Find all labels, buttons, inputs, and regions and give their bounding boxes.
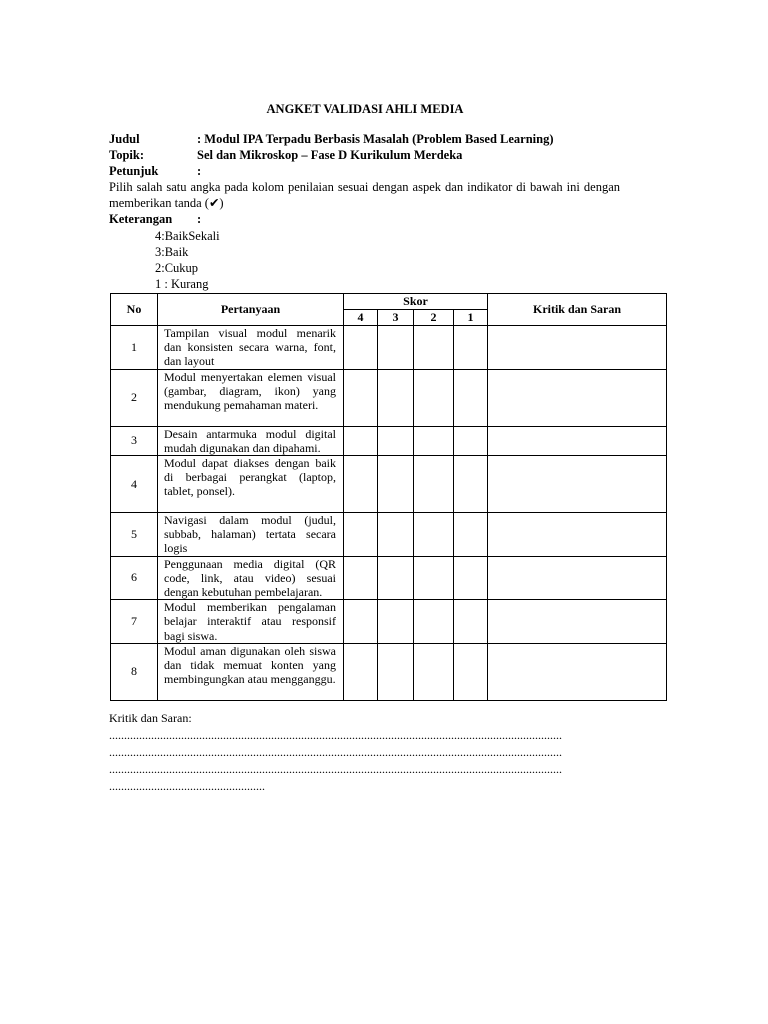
keterangan-row <box>109 211 202 227</box>
score-cell-4[interactable] <box>344 426 378 455</box>
score-cell-4[interactable] <box>344 600 378 644</box>
score-cell-4[interactable] <box>344 643 378 700</box>
row-question: Desain antarmuka modul digital mudah digunakan dan dipahami. <box>158 426 344 455</box>
instruction-text: Pilih salah satu angka pada kolom penilaian sesuai dengan aspek dan indikator di bawah ini dengan memberikan tanda (✔) <box>109 180 620 210</box>
header-score-3: 3 <box>378 310 414 326</box>
kritik-cell[interactable] <box>488 643 667 700</box>
feedback-line[interactable]: .................................................... <box>109 779 265 793</box>
table-row <box>111 643 667 700</box>
header-skor: Skor <box>344 294 488 310</box>
header-no: No <box>111 294 158 326</box>
score-cell-2[interactable] <box>414 426 454 455</box>
judul-label: Judul <box>109 132 140 146</box>
header-pertanyaan: Pertanyaan <box>158 294 344 326</box>
row-question: Modul aman digunakan oleh siswa dan tidak memuat konten yang membingungkan atau mengganggu. <box>158 643 344 700</box>
table-row <box>111 326 667 370</box>
keterangan-colon: : <box>197 212 202 226</box>
feedback-line[interactable]: ....................................................................................................................................................... <box>109 728 562 742</box>
row-number: 4 <box>111 456 158 513</box>
topik-label: Topik: <box>109 148 144 162</box>
score-cell-4[interactable] <box>344 456 378 513</box>
scale-item: 2:Cukup <box>155 261 199 275</box>
score-cell-2[interactable] <box>414 556 454 600</box>
scale-legend <box>155 228 220 292</box>
feedback-section <box>109 710 620 795</box>
score-cell-1[interactable] <box>454 643 488 700</box>
score-cell-4[interactable] <box>344 369 378 426</box>
score-cell-4[interactable] <box>344 513 378 557</box>
score-cell-1[interactable] <box>454 326 488 370</box>
row-number: 3 <box>111 426 158 455</box>
petunjuk-label: Petunjuk <box>109 164 159 178</box>
row-question: Navigasi dalam modul (judul, subbab, halaman) tertata secara logis <box>158 513 344 557</box>
score-cell-3[interactable] <box>378 600 414 644</box>
header-score-1: 1 <box>454 310 488 326</box>
row-number: 7 <box>111 600 158 644</box>
table-row <box>111 600 667 644</box>
table-row <box>111 456 667 513</box>
row-question: Tampilan visual modul menarik dan konsisten secara warna, font, dan layout <box>158 326 344 370</box>
topik-value: Sel dan Mikroskop – Fase D Kurikulum Merdeka <box>197 148 463 162</box>
kritik-cell[interactable] <box>488 600 667 644</box>
validation-table <box>110 293 667 701</box>
score-cell-2[interactable] <box>414 643 454 700</box>
score-cell-4[interactable] <box>344 326 378 370</box>
scale-item: 1 : Kurang <box>155 277 209 291</box>
scale-item: 3:Baik <box>155 245 189 259</box>
feedback-label: Kritik dan Saran: <box>109 711 192 725</box>
score-cell-2[interactable] <box>414 456 454 513</box>
judul-value: : Modul IPA Terpadu Berbasis Masalah (Problem Based Learning) <box>197 132 554 146</box>
score-cell-3[interactable] <box>378 456 414 513</box>
feedback-line[interactable]: ....................................................................................................................................................... <box>109 745 562 759</box>
score-cell-1[interactable] <box>454 556 488 600</box>
row-number: 5 <box>111 513 158 557</box>
score-cell-3[interactable] <box>378 513 414 557</box>
kritik-cell[interactable] <box>488 556 667 600</box>
header-score-4: 4 <box>344 310 378 326</box>
row-question: Modul menyertakan elemen visual (gambar, diagram, ikon) yang mendukung pemahaman materi. <box>158 369 344 426</box>
table-header-row <box>111 294 667 310</box>
score-cell-1[interactable] <box>454 513 488 557</box>
kritik-cell[interactable] <box>488 456 667 513</box>
row-question: Modul memberikan pengalaman belajar interaktif atau responsif bagi siswa. <box>158 600 344 644</box>
row-number: 2 <box>111 369 158 426</box>
kritik-cell[interactable] <box>488 369 667 426</box>
table-row <box>111 556 667 600</box>
row-question: Penggunaan media digital (QR code, link, atau video) sesuai dengan kebutuhan pembelajaran. <box>158 556 344 600</box>
score-cell-3[interactable] <box>378 326 414 370</box>
petunjuk-colon: : <box>197 164 202 178</box>
score-cell-3[interactable] <box>378 426 414 455</box>
score-cell-1[interactable] <box>454 456 488 513</box>
row-number: 8 <box>111 643 158 700</box>
page-title: ANGKET VALIDASI AHLI MEDIA <box>266 102 464 116</box>
score-cell-3[interactable] <box>378 556 414 600</box>
score-cell-2[interactable] <box>414 369 454 426</box>
score-cell-1[interactable] <box>454 369 488 426</box>
score-cell-3[interactable] <box>378 369 414 426</box>
score-cell-1[interactable] <box>454 600 488 644</box>
kritik-cell[interactable] <box>488 326 667 370</box>
header-kritik: Kritik dan Saran <box>488 294 667 326</box>
kritik-cell[interactable] <box>488 426 667 455</box>
row-question: Modul dapat diakses dengan baik di berbagai perangkat (laptop, tablet, ponsel). <box>158 456 344 513</box>
score-cell-4[interactable] <box>344 556 378 600</box>
score-cell-2[interactable] <box>414 600 454 644</box>
table-row <box>111 513 667 557</box>
score-cell-1[interactable] <box>454 426 488 455</box>
score-cell-2[interactable] <box>414 326 454 370</box>
row-number: 1 <box>111 326 158 370</box>
kritik-cell[interactable] <box>488 513 667 557</box>
table-row <box>111 369 667 426</box>
feedback-line[interactable]: ....................................................................................................................................................... <box>109 762 562 776</box>
keterangan-label: Keterangan <box>109 212 173 226</box>
header-score-2: 2 <box>414 310 454 326</box>
table-row <box>111 426 667 455</box>
scale-item: 4:BaikSekali <box>155 229 220 243</box>
row-number: 6 <box>111 556 158 600</box>
score-cell-3[interactable] <box>378 643 414 700</box>
score-cell-2[interactable] <box>414 513 454 557</box>
